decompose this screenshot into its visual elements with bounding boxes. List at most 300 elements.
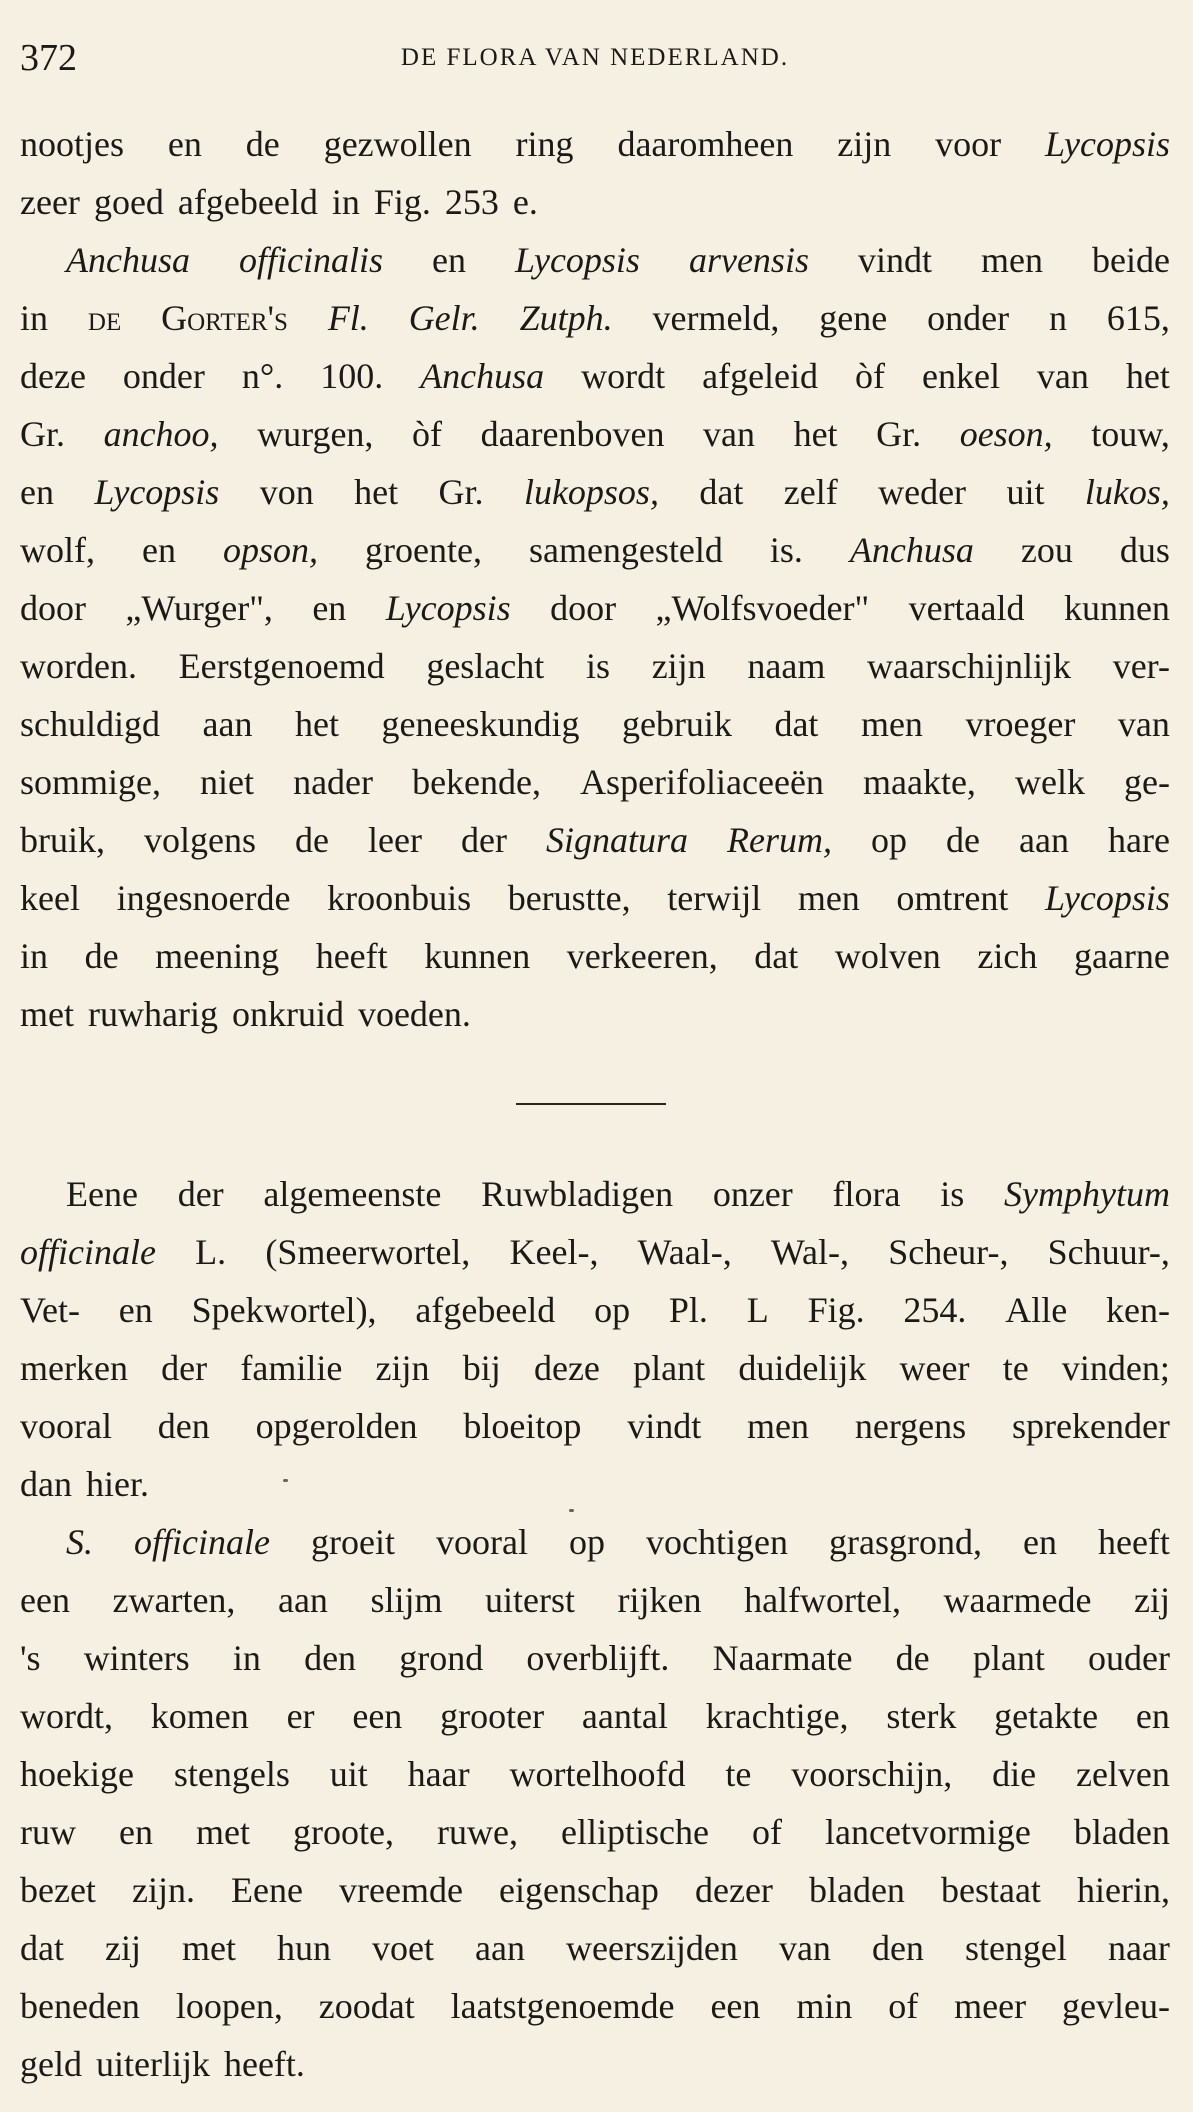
word: plant [633,1348,706,1388]
text-line [20,1572,1170,1628]
word: sprekender [1012,1406,1170,1446]
word: gevleu- [1062,1986,1170,2026]
word: heeft [1097,1522,1170,1562]
word: is. [769,530,803,570]
word: hare [1108,820,1170,860]
word: in [20,298,49,338]
word: en [432,240,466,280]
word: 100. [320,356,384,396]
word: in [232,1638,261,1678]
text-line [20,1804,1170,1860]
word: ruw [20,1812,76,1852]
word: deze [533,1348,600,1388]
word: duidelijk [738,1348,867,1388]
word: in [20,936,49,976]
italic-word: officinalis [239,240,383,280]
word: wurgen, [257,414,374,454]
word: bladen [808,1870,905,1910]
italic-word: Lycopsis [515,240,640,280]
word: touw, [1091,414,1170,454]
word: en [1022,1522,1057,1562]
word: voeden. [357,994,471,1034]
word: beneden [20,1986,140,2026]
text-line [20,1456,1170,1512]
word: waarschijnlijk [867,646,1071,686]
word: laatstgenoemde [450,1986,675,2026]
print-speck [569,1509,574,1512]
word: de [84,936,119,976]
text-line [20,1920,1170,1976]
word: enkel [921,356,1000,396]
word: Waal-, [637,1232,732,1272]
word: wordt, [20,1696,113,1736]
word: Ruwbladigen [481,1174,674,1214]
word: den [304,1638,357,1678]
word: ver- [1112,646,1170,686]
text-line [20,754,1170,810]
word: komen [150,1696,249,1736]
word: gebruik [621,704,732,744]
text-line [20,1282,1170,1338]
italic-word: Anchusa [66,240,190,280]
word: zoodat [318,1986,415,2026]
word: goed [93,182,164,222]
word: daarenboven [480,414,665,454]
word: grasgrond, [828,1522,982,1562]
word: Gr. [20,414,65,454]
text-line [20,696,1170,752]
italic-word: lukos, [1084,472,1170,512]
word: Gr. [876,414,922,454]
word: L [746,1290,769,1330]
word: het [295,704,339,744]
word: Eene [231,1870,303,1910]
small-caps-word: Gorter's [161,298,288,338]
word: van [778,1928,831,1968]
word: te [725,1754,752,1794]
word: zelven [1075,1754,1170,1794]
word: nootjes [20,124,124,164]
page-number: 372 [20,37,77,79]
word: en [167,124,202,164]
word: zwarten, [112,1580,236,1620]
word: aantal [581,1696,668,1736]
word: zijn. [131,1870,195,1910]
word: hun [277,1928,331,1968]
text-line [20,812,1170,868]
word: overblijft. [526,1638,670,1678]
italic-word: Signatura [545,820,688,860]
word: op [568,1522,605,1562]
word: met [196,1812,250,1852]
word: het [1125,356,1170,396]
word: zich [977,936,1038,976]
word: een [20,1580,70,1620]
italic-word: Lycopsis [1045,124,1170,164]
page-header [20,28,1170,88]
word: omtrent [896,878,1009,918]
word: zelf [783,472,838,512]
word: wortelhoofd [509,1754,686,1794]
word: wordt [581,356,666,396]
word: von [259,472,314,512]
word: L. [195,1232,227,1272]
word: eigenschap [499,1870,659,1910]
word: lancetvormige [824,1812,1031,1852]
word: flora [832,1174,901,1214]
word: dat [754,936,799,976]
word: geld [20,2044,82,2084]
word: met [20,994,74,1034]
italic-word: Symphytum [1004,1174,1170,1214]
word: van [1036,356,1089,396]
word: keel [20,878,80,918]
word: vinden; [1061,1348,1170,1388]
word: „Wolfsvoeder" [655,588,870,628]
word: hoekige [20,1754,134,1794]
word: Naarmate [712,1638,853,1678]
word: Fig. [373,182,431,222]
word: dat [20,1928,64,1968]
word: hier. [85,1464,149,1504]
word: vooral [20,1406,112,1446]
italic-word: Anchusa [849,530,974,570]
italic-word: Lycopsis [385,588,511,628]
word: ruwe, [437,1812,518,1852]
word: vertaald [908,588,1025,628]
word: Eene [66,1174,138,1214]
italic-word: Zutph. [519,298,613,338]
word: en [118,1290,153,1330]
word: terwijl [667,878,762,918]
text-line [20,986,1170,1042]
word: vreemde [339,1870,463,1910]
word: Schuur-, [1047,1232,1170,1272]
word: uiterlijk [95,2044,210,2084]
word: op [871,820,908,860]
word: Pl. [668,1290,708,1330]
text-line [20,1978,1170,2034]
word: elliptische [560,1812,709,1852]
word: halfwortel, [744,1580,901,1620]
text-line [20,522,1170,578]
italic-word: Lycopsis [94,472,220,512]
word: men [747,1406,810,1446]
print-speck [283,1479,288,1482]
word: rijken [617,1580,702,1620]
word: slijm [370,1580,443,1620]
word: familie [240,1348,343,1388]
word: deze [20,356,86,396]
word: en [312,588,347,628]
word: dus [1119,530,1170,570]
word: 253 [444,182,499,222]
text-line [20,638,1170,694]
word: Asperifoliaceeën [580,762,824,802]
word: algemeenste [263,1174,442,1214]
word: er [286,1696,315,1736]
word: gezwollen [323,124,472,164]
text-line [20,1688,1170,1744]
word: bekende, [412,762,542,802]
word: zijn [375,1348,430,1388]
italic-word: Lycopsis [1044,878,1170,918]
word: zou [1020,530,1073,570]
word: waarmede [943,1580,1092,1620]
word: ruwharig [87,994,218,1034]
word: zijn [651,646,706,686]
word: haar [407,1754,470,1794]
word: weder [878,472,967,512]
word: te [1002,1348,1029,1388]
word: Alle [1005,1290,1068,1330]
word: op [594,1290,631,1330]
word: 's [20,1638,41,1678]
text-line [20,174,1170,230]
text-line [20,1398,1170,1454]
word: bruik, [20,820,105,860]
word: het [793,414,838,454]
word: beide [1092,240,1170,280]
word: n°. [241,356,284,396]
word: welk [1014,762,1085,802]
word: der [177,1174,224,1214]
word: Spekwortel), [191,1290,377,1330]
word: de [946,820,981,860]
word: vroeger [965,704,1076,744]
word: een [352,1696,403,1736]
word: nergens [854,1406,967,1446]
word: men [860,704,923,744]
word: ingesnoerde [116,878,291,918]
word: en [142,530,176,570]
word: berustte, [507,878,631,918]
word: onder [122,356,205,396]
word: plant [972,1638,1045,1678]
word: aan [277,1580,328,1620]
word: min [796,1986,853,2026]
text-line [20,928,1170,984]
word: ken- [1106,1290,1170,1330]
word: n [1048,298,1067,338]
word: meening [155,936,280,976]
word: zeer [20,182,80,222]
word: den [157,1406,210,1446]
word: leer [368,820,422,860]
word: dat [774,704,819,744]
word: kroonbuis [327,878,472,918]
italic-word: officinale [134,1522,270,1562]
word: worden. [20,646,137,686]
italic-word: Rerum, [727,820,832,860]
word: naar [1107,1928,1170,1968]
word: vindt [857,240,932,280]
word: onder [927,298,1010,338]
word: groente, [365,530,482,570]
text-line [20,1746,1170,1802]
word: de [895,1638,930,1678]
word: wolven [834,936,941,976]
word: voet [372,1928,434,1968]
word: meer [954,1986,1027,2026]
word: een [710,1986,761,2026]
word: stengels [173,1754,290,1794]
word: bladen [1073,1812,1170,1852]
word: onkruid [231,994,344,1034]
text-line [20,1166,1170,1222]
word: het [354,472,399,512]
word: Eerstgenoemd [178,646,385,686]
text-line [20,1340,1170,1396]
word: aan [202,704,253,744]
word: ring [515,124,574,164]
text-line [20,290,1170,346]
text-line [20,580,1170,636]
word: getakte [994,1696,1099,1736]
word: kunnen [1063,588,1170,628]
word: zij [105,1928,141,1968]
word: de [295,820,330,860]
word: uit [329,1754,368,1794]
word: merken [20,1348,128,1388]
word: dezer [694,1870,773,1910]
word: verkeeren, [566,936,718,976]
word: schuldigd [20,704,160,744]
word: 615, [1106,298,1170,338]
text-line [20,870,1170,926]
text-line [20,348,1170,404]
word: sommige, [20,762,161,802]
italic-word: arvensis [688,240,809,280]
word: of [888,1986,919,2026]
word: zijn [837,124,892,164]
word: grooter [440,1696,545,1736]
word: aan [1019,820,1069,860]
word: vermeld, [652,298,780,338]
word: gaarne [1073,936,1170,976]
italic-word: Gelr. [408,298,480,338]
word: ge- [1124,762,1170,802]
word: geneeskundig [381,704,580,744]
word: is [940,1174,965,1214]
word: afgebeeld [177,182,318,222]
running-title: DE FLORA VAN NEDERLAND. [400,44,790,71]
word: e. [512,182,538,222]
word: bloeitop [463,1406,582,1446]
word: heeft. [223,2044,305,2084]
italic-word: opson, [222,530,318,570]
word: Vet- [20,1290,80,1330]
word: voorschijn, [791,1754,953,1794]
word: en [20,472,54,512]
italic-word: officinale [20,1232,156,1272]
word: groote, [293,1812,394,1852]
word: Gr. [438,472,484,512]
word: onzer [712,1174,793,1214]
word: voor [935,124,1002,164]
word: Keel-, [509,1232,599,1272]
word: bij [462,1348,501,1388]
word: wolf, [20,530,95,570]
word: òf [412,414,442,454]
word: „Wurger", [125,588,273,628]
italic-word: Anchusa [420,356,545,396]
word: maakte, [862,762,976,802]
word: bezet [20,1870,96,1910]
word: weer [899,1348,970,1388]
italic-word: lukopsos, [523,472,659,512]
italic-word: S. [66,1522,93,1562]
small-caps-word: de [87,298,122,338]
word: nader [293,762,374,802]
word: 254. [903,1290,967,1330]
word: is [585,646,610,686]
italic-word: Fl. [327,298,369,338]
text-line [20,1630,1170,1686]
word: (Smeerwortel, [265,1232,471,1272]
word: vindt [627,1406,702,1446]
word: groeit [311,1522,395,1562]
word: aan [475,1928,525,1968]
word: ouder [1088,1638,1170,1678]
word: sterk [886,1696,957,1736]
word: van [703,414,756,454]
word: geslacht [426,646,545,686]
word: men [981,240,1043,280]
word: volgens [144,820,257,860]
text-line [20,406,1170,462]
word: van [1117,704,1170,744]
word: die [992,1754,1037,1794]
section-divider [516,1103,666,1105]
text-line [20,2036,1170,2092]
word: kunnen [424,936,531,976]
word: in [331,182,360,222]
text-line [20,116,1170,172]
word: men [797,878,860,918]
word: stengel [964,1928,1067,1968]
text-line [20,1224,1170,1280]
text-line [20,464,1170,520]
word: òf [855,356,886,396]
word: en [1135,1696,1170,1736]
word: en [119,1812,153,1852]
word: zij [1133,1580,1170,1620]
word: grond [399,1638,484,1678]
word: dan [20,1464,72,1504]
word: Fig. [807,1290,865,1330]
word: krachtige, [705,1696,849,1736]
word: vooral [436,1522,528,1562]
word: of [751,1812,782,1852]
text-line [20,1514,1170,1570]
word: hierin, [1076,1870,1170,1910]
word: naam [747,646,826,686]
word: bestaat [940,1870,1041,1910]
word: opgerolden [255,1406,418,1446]
word: loopen, [175,1986,283,2026]
word: afgeleid [702,356,819,396]
word: samengesteld [528,530,723,570]
word: door [550,588,617,628]
word: vochtigen [646,1522,788,1562]
word: heeft [315,936,388,976]
word: Scheur-, [888,1232,1009,1272]
word: dat [699,472,744,512]
word: met [182,1928,236,1968]
word: door [20,588,86,628]
italic-word: anchoo, [103,414,219,454]
